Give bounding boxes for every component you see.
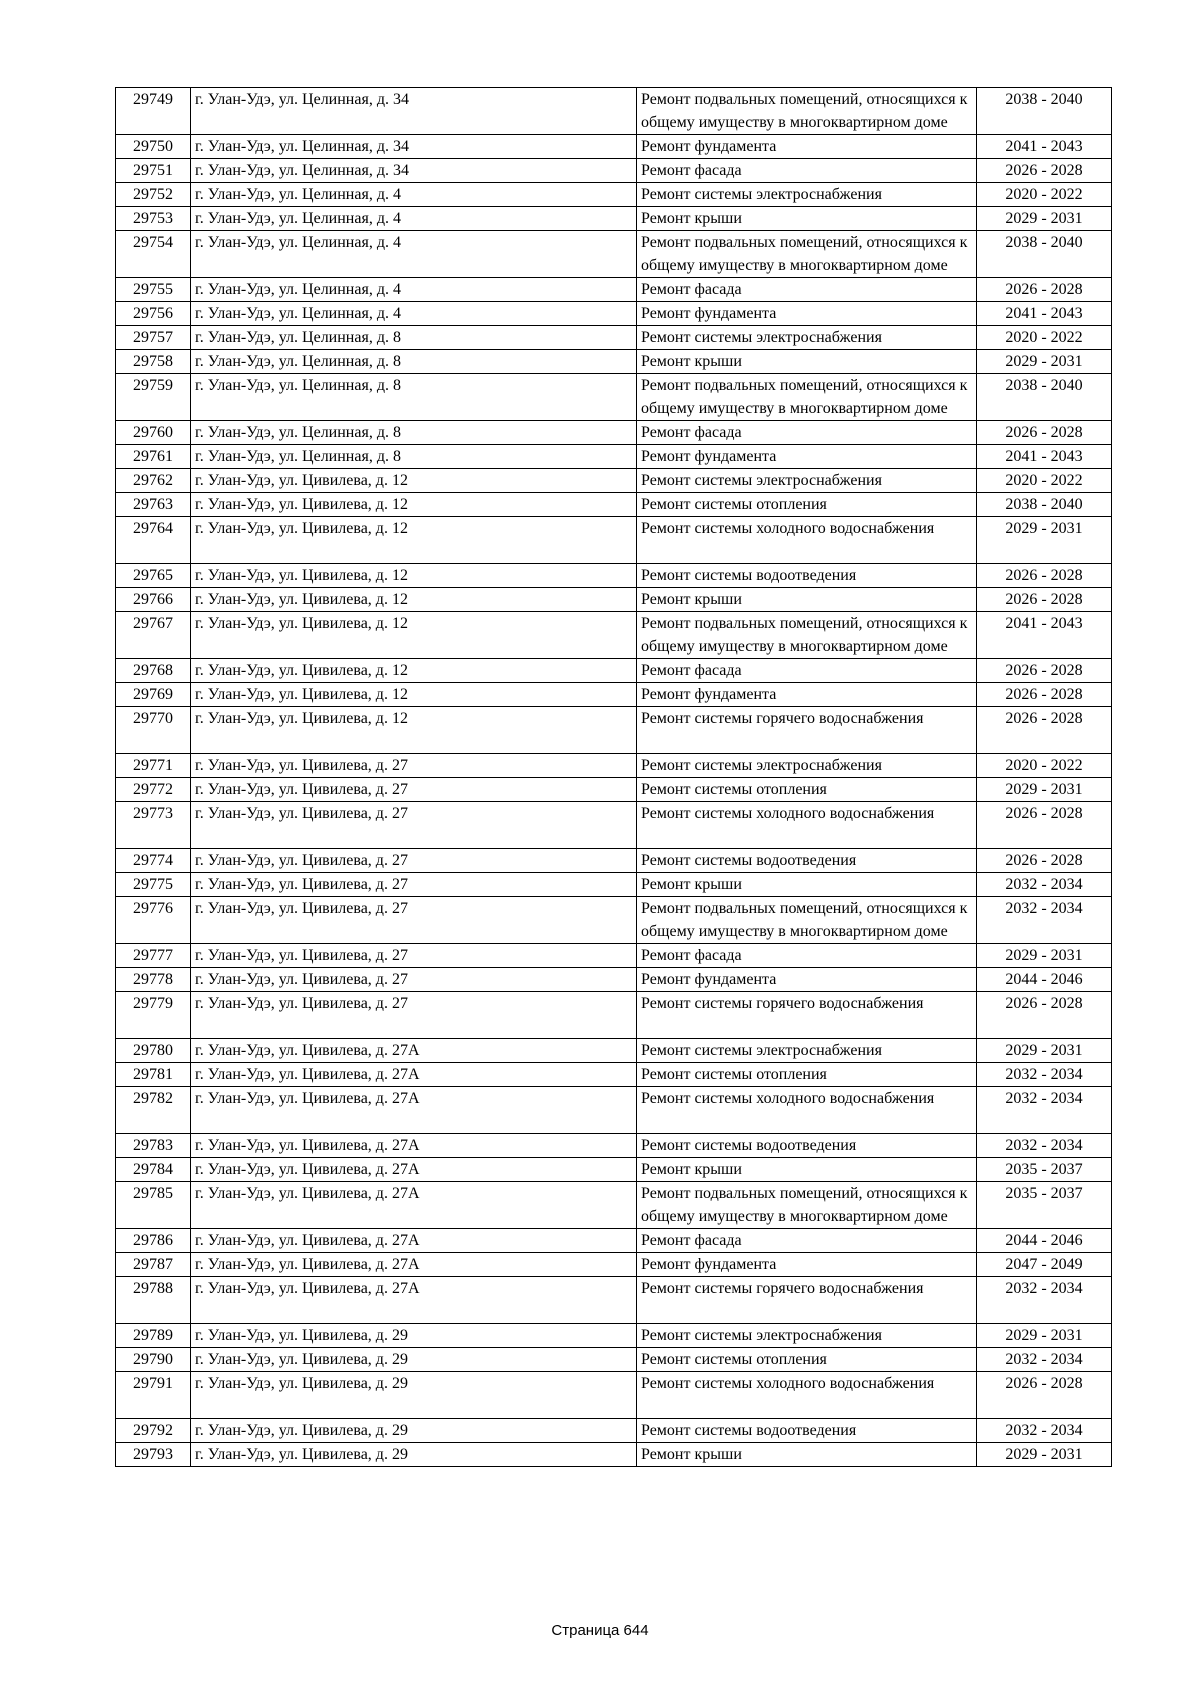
work-type-cell: Ремонт системы горячего водоснабжения [637,992,977,1039]
address-cell: г. Улан-Удэ, ул. Цивилева, д. 12 [191,469,637,493]
row-number-cell: 29765 [116,564,191,588]
address-cell: г. Улан-Удэ, ул. Цивилева, д. 27А [191,1039,637,1063]
repair-schedule-table [115,87,1112,1467]
table-row [116,493,1112,517]
row-number-cell: 29760 [116,421,191,445]
period-cell: 2041 - 2043 [977,135,1112,159]
period-cell: 2026 - 2028 [977,992,1112,1039]
table-row [116,1087,1112,1134]
period-cell: 2026 - 2028 [977,1372,1112,1419]
table-row [116,564,1112,588]
row-number-cell: 29776 [116,897,191,944]
table-row [116,374,1112,421]
address-cell: г. Улан-Удэ, ул. Цивилева, д. 12 [191,517,637,564]
work-type-cell: Ремонт системы водоотведения [637,849,977,873]
work-type-cell: Ремонт системы электроснабжения [637,1324,977,1348]
work-type-cell: Ремонт крыши [637,873,977,897]
table-row [116,754,1112,778]
address-cell: г. Улан-Удэ, ул. Цивилева, д. 27А [191,1134,637,1158]
work-type-cell: Ремонт подвальных помещений, относящихся к общему имуществу в многоквартирном доме [637,374,977,421]
table-row [116,1134,1112,1158]
address-cell: г. Улан-Удэ, ул. Целинная, д. 34 [191,135,637,159]
work-type-cell: Ремонт фасада [637,159,977,183]
period-cell: 2041 - 2043 [977,302,1112,326]
address-cell: г. Улан-Удэ, ул. Целинная, д. 8 [191,374,637,421]
row-number-cell: 29781 [116,1063,191,1087]
row-number-cell: 29774 [116,849,191,873]
period-cell: 2038 - 2040 [977,88,1112,135]
address-cell: г. Улан-Удэ, ул. Цивилева, д. 12 [191,707,637,754]
address-cell: г. Улан-Удэ, ул. Цивилева, д. 29 [191,1419,637,1443]
work-type-cell: Ремонт фасада [637,278,977,302]
work-type-cell: Ремонт системы холодного водоснабжения [637,1087,977,1134]
row-number-cell: 29791 [116,1372,191,1419]
row-number-cell: 29787 [116,1253,191,1277]
table-row [116,1039,1112,1063]
address-cell: г. Улан-Удэ, ул. Цивилева, д. 27 [191,849,637,873]
work-type-cell: Ремонт крыши [637,207,977,231]
address-cell: г. Улан-Удэ, ул. Целинная, д. 8 [191,445,637,469]
period-cell: 2041 - 2043 [977,445,1112,469]
address-cell: г. Улан-Удэ, ул. Цивилева, д. 27 [191,968,637,992]
work-type-cell: Ремонт фасада [637,1229,977,1253]
work-type-cell: Ремонт фасада [637,421,977,445]
address-cell: г. Улан-Удэ, ул. Цивилева, д. 27 [191,992,637,1039]
row-number-cell: 29780 [116,1039,191,1063]
table-row [116,873,1112,897]
page-number: Страница 644 [551,1622,649,1639]
work-type-cell: Ремонт системы холодного водоснабжения [637,517,977,564]
table-body [116,88,1112,1467]
table-row [116,1063,1112,1087]
table-row [116,849,1112,873]
address-cell: г. Улан-Удэ, ул. Цивилева, д. 27А [191,1158,637,1182]
period-cell: 2041 - 2043 [977,612,1112,659]
period-cell: 2020 - 2022 [977,469,1112,493]
table-row [116,897,1112,944]
table-row [116,326,1112,350]
period-cell: 2038 - 2040 [977,493,1112,517]
period-cell: 2047 - 2049 [977,1253,1112,1277]
row-number-cell: 29756 [116,302,191,326]
row-number-cell: 29768 [116,659,191,683]
table-row [116,802,1112,849]
work-type-cell: Ремонт системы водоотведения [637,1134,977,1158]
work-type-cell: Ремонт фасада [637,659,977,683]
period-cell: 2032 - 2034 [977,1134,1112,1158]
address-cell: г. Улан-Удэ, ул. Цивилева, д. 27 [191,873,637,897]
work-type-cell: Ремонт системы электроснабжения [637,183,977,207]
address-cell: г. Улан-Удэ, ул. Целинная, д. 4 [191,278,637,302]
work-type-cell: Ремонт системы отопления [637,1348,977,1372]
row-number-cell: 29790 [116,1348,191,1372]
table-row [116,1443,1112,1467]
table-row [116,707,1112,754]
row-number-cell: 29761 [116,445,191,469]
work-type-cell: Ремонт фундамента [637,302,977,326]
period-cell: 2026 - 2028 [977,588,1112,612]
period-cell: 2029 - 2031 [977,350,1112,374]
address-cell: г. Улан-Удэ, ул. Целинная, д. 4 [191,207,637,231]
row-number-cell: 29777 [116,944,191,968]
table-row [116,207,1112,231]
period-cell: 2029 - 2031 [977,207,1112,231]
work-type-cell: Ремонт крыши [637,588,977,612]
period-cell: 2029 - 2031 [977,944,1112,968]
table-row [116,445,1112,469]
period-cell: 2044 - 2046 [977,968,1112,992]
work-type-cell: Ремонт системы горячего водоснабжения [637,707,977,754]
work-type-cell: Ремонт фундамента [637,1253,977,1277]
period-cell: 2020 - 2022 [977,183,1112,207]
row-number-cell: 29769 [116,683,191,707]
work-type-cell: Ремонт системы горячего водоснабжения [637,1277,977,1324]
table-row [116,517,1112,564]
address-cell: г. Улан-Удэ, ул. Цивилева, д. 27А [191,1229,637,1253]
table-row [116,88,1112,135]
work-type-cell: Ремонт системы холодного водоснабжения [637,1372,977,1419]
row-number-cell: 29749 [116,88,191,135]
address-cell: г. Улан-Удэ, ул. Целинная, д. 34 [191,159,637,183]
address-cell: г. Улан-Удэ, ул. Цивилева, д. 27 [191,897,637,944]
address-cell: г. Улан-Удэ, ул. Цивилева, д. 29 [191,1324,637,1348]
table-row [116,612,1112,659]
address-cell: г. Улан-Удэ, ул. Цивилева, д. 29 [191,1372,637,1419]
period-cell: 2032 - 2034 [977,1063,1112,1087]
table-row [116,588,1112,612]
row-number-cell: 29775 [116,873,191,897]
period-cell: 2032 - 2034 [977,873,1112,897]
address-cell: г. Улан-Удэ, ул. Цивилева, д. 27 [191,802,637,849]
period-cell: 2029 - 2031 [977,1324,1112,1348]
table-row [116,231,1112,278]
work-type-cell: Ремонт системы водоотведения [637,1419,977,1443]
period-cell: 2032 - 2034 [977,1419,1112,1443]
row-number-cell: 29767 [116,612,191,659]
address-cell: г. Улан-Удэ, ул. Целинная, д. 4 [191,183,637,207]
address-cell: г. Улан-Удэ, ул. Цивилева, д. 29 [191,1348,637,1372]
row-number-cell: 29766 [116,588,191,612]
work-type-cell: Ремонт системы отопления [637,493,977,517]
row-number-cell: 29751 [116,159,191,183]
work-type-cell: Ремонт подвальных помещений, относящихся к общему имуществу в многоквартирном доме [637,897,977,944]
address-cell: г. Улан-Удэ, ул. Цивилева, д. 27А [191,1087,637,1134]
work-type-cell: Ремонт системы электроснабжения [637,326,977,350]
row-number-cell: 29755 [116,278,191,302]
table-row [116,992,1112,1039]
period-cell: 2038 - 2040 [977,231,1112,278]
address-cell: г. Улан-Удэ, ул. Целинная, д. 8 [191,421,637,445]
period-cell: 2026 - 2028 [977,849,1112,873]
work-type-cell: Ремонт системы электроснабжения [637,469,977,493]
period-cell: 2038 - 2040 [977,374,1112,421]
period-cell: 2029 - 2031 [977,1443,1112,1467]
period-cell: 2026 - 2028 [977,421,1112,445]
table-row [116,1277,1112,1324]
period-cell: 2026 - 2028 [977,802,1112,849]
address-cell: г. Улан-Удэ, ул. Целинная, д. 4 [191,231,637,278]
period-cell: 2029 - 2031 [977,517,1112,564]
work-type-cell: Ремонт подвальных помещений, относящихся к общему имуществу в многоквартирном доме [637,612,977,659]
row-number-cell: 29757 [116,326,191,350]
table-row [116,278,1112,302]
address-cell: г. Улан-Удэ, ул. Целинная, д. 8 [191,350,637,374]
period-cell: 2032 - 2034 [977,1277,1112,1324]
address-cell: г. Улан-Удэ, ул. Цивилева, д. 27А [191,1277,637,1324]
table-row [116,135,1112,159]
table-row [116,944,1112,968]
row-number-cell: 29773 [116,802,191,849]
table-row [116,1372,1112,1419]
table-row [116,778,1112,802]
table-row [116,1348,1112,1372]
table-row [116,1229,1112,1253]
work-type-cell: Ремонт подвальных помещений, относящихся к общему имуществу в многоквартирном доме [637,1182,977,1229]
period-cell: 2026 - 2028 [977,564,1112,588]
table-row [116,159,1112,183]
table-row [116,1419,1112,1443]
address-cell: г. Улан-Удэ, ул. Цивилева, д. 27А [191,1182,637,1229]
address-cell: г. Улан-Удэ, ул. Целинная, д. 34 [191,88,637,135]
row-number-cell: 29752 [116,183,191,207]
period-cell: 2032 - 2034 [977,1348,1112,1372]
row-number-cell: 29784 [116,1158,191,1182]
row-number-cell: 29779 [116,992,191,1039]
row-number-cell: 29753 [116,207,191,231]
address-cell: г. Улан-Удэ, ул. Цивилева, д. 12 [191,683,637,707]
work-type-cell: Ремонт крыши [637,1443,977,1467]
row-number-cell: 29762 [116,469,191,493]
table-row [116,1182,1112,1229]
row-number-cell: 29763 [116,493,191,517]
address-cell: г. Улан-Удэ, ул. Цивилева, д. 27 [191,944,637,968]
table-row [116,968,1112,992]
period-cell: 2029 - 2031 [977,778,1112,802]
work-type-cell: Ремонт системы отопления [637,778,977,802]
work-type-cell: Ремонт фундамента [637,135,977,159]
row-number-cell: 29772 [116,778,191,802]
row-number-cell: 29788 [116,1277,191,1324]
work-type-cell: Ремонт подвальных помещений, относящихся к общему имуществу в многоквартирном доме [637,231,977,278]
period-cell: 2032 - 2034 [977,897,1112,944]
row-number-cell: 29782 [116,1087,191,1134]
address-cell: г. Улан-Удэ, ул. Цивилева, д. 12 [191,659,637,683]
address-cell: г. Улан-Удэ, ул. Цивилева, д. 27 [191,754,637,778]
row-number-cell: 29793 [116,1443,191,1467]
work-type-cell: Ремонт системы отопления [637,1063,977,1087]
period-cell: 2026 - 2028 [977,659,1112,683]
row-number-cell: 29789 [116,1324,191,1348]
work-type-cell: Ремонт фасада [637,944,977,968]
row-number-cell: 29771 [116,754,191,778]
work-type-cell: Ремонт фундамента [637,445,977,469]
work-type-cell: Ремонт подвальных помещений, относящихся к общему имуществу в многоквартирном доме [637,88,977,135]
address-cell: г. Улан-Удэ, ул. Цивилева, д. 12 [191,588,637,612]
table-row [116,183,1112,207]
row-number-cell: 29786 [116,1229,191,1253]
work-type-cell: Ремонт системы водоотведения [637,564,977,588]
address-cell: г. Улан-Удэ, ул. Целинная, д. 4 [191,302,637,326]
address-cell: г. Улан-Удэ, ул. Целинная, д. 8 [191,326,637,350]
period-cell: 2026 - 2028 [977,159,1112,183]
row-number-cell: 29758 [116,350,191,374]
table-row [116,1253,1112,1277]
row-number-cell: 29759 [116,374,191,421]
row-number-cell: 29785 [116,1182,191,1229]
table-row [116,659,1112,683]
work-type-cell: Ремонт фундамента [637,683,977,707]
address-cell: г. Улан-Удэ, ул. Цивилева, д. 27 [191,778,637,802]
work-type-cell: Ремонт фундамента [637,968,977,992]
table-row [116,350,1112,374]
address-cell: г. Улан-Удэ, ул. Цивилева, д. 12 [191,612,637,659]
period-cell: 2035 - 2037 [977,1182,1112,1229]
address-cell: г. Улан-Удэ, ул. Цивилева, д. 27А [191,1253,637,1277]
address-cell: г. Улан-Удэ, ул. Цивилева, д. 29 [191,1443,637,1467]
table-row [116,421,1112,445]
work-type-cell: Ремонт системы электроснабжения [637,1039,977,1063]
period-cell: 2029 - 2031 [977,1039,1112,1063]
table-row [116,302,1112,326]
row-number-cell: 29764 [116,517,191,564]
period-cell: 2035 - 2037 [977,1158,1112,1182]
address-cell: г. Улан-Удэ, ул. Цивилева, д. 27А [191,1063,637,1087]
period-cell: 2026 - 2028 [977,683,1112,707]
work-type-cell: Ремонт системы электроснабжения [637,754,977,778]
row-number-cell: 29792 [116,1419,191,1443]
work-type-cell: Ремонт крыши [637,350,977,374]
table-row [116,683,1112,707]
period-cell: 2044 - 2046 [977,1229,1112,1253]
address-cell: г. Улан-Удэ, ул. Цивилева, д. 12 [191,493,637,517]
table-row [116,469,1112,493]
row-number-cell: 29754 [116,231,191,278]
period-cell: 2020 - 2022 [977,326,1112,350]
period-cell: 2026 - 2028 [977,707,1112,754]
row-number-cell: 29750 [116,135,191,159]
table-row [116,1158,1112,1182]
work-type-cell: Ремонт системы холодного водоснабжения [637,802,977,849]
table-row [116,1324,1112,1348]
row-number-cell: 29783 [116,1134,191,1158]
work-type-cell: Ремонт крыши [637,1158,977,1182]
period-cell: 2020 - 2022 [977,754,1112,778]
period-cell: 2032 - 2034 [977,1087,1112,1134]
address-cell: г. Улан-Удэ, ул. Цивилева, д. 12 [191,564,637,588]
row-number-cell: 29770 [116,707,191,754]
period-cell: 2026 - 2028 [977,278,1112,302]
row-number-cell: 29778 [116,968,191,992]
